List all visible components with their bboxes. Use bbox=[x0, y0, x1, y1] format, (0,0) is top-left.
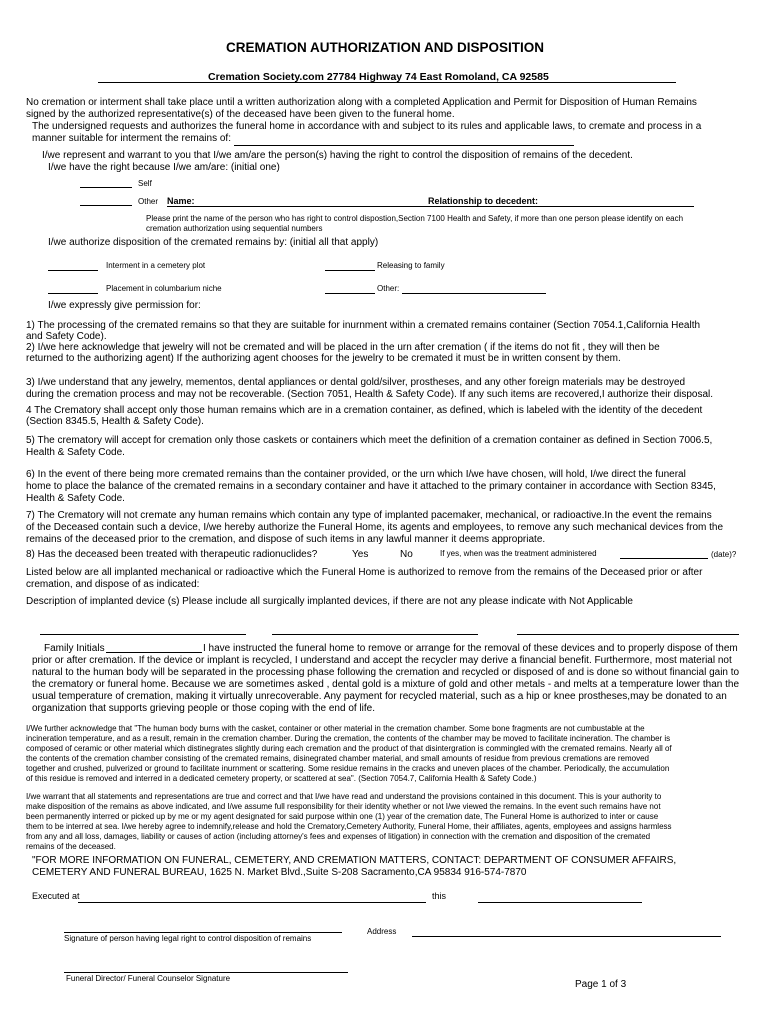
executed-label: Executed at bbox=[32, 891, 80, 901]
item-7c: remains of the deceased prior to the cremation, and dispose of such items in any lawful manner it deems appropriate. bbox=[26, 534, 546, 545]
ack-line: together and crushed, pulverized or ground to facilitate inurnment or scattering. Some residue remains in the cracks and uneven places of the chamber. Periodically, the accumulation bbox=[26, 764, 670, 773]
family-text-4: the crematory or funeral home. Because we are sometimes asked , dental gold is a mixture of gold and other metals - and melts at a temperature lower than the bbox=[32, 679, 740, 690]
item-7a: 7) The Crematory will not cremate any human remains which contain any type of implanted pacemaker, mechanical, or radioactive.In the event the remains bbox=[26, 510, 712, 521]
authorize-text: I/we authorize disposition of the cremated remains by: (initial all that apply) bbox=[48, 237, 379, 248]
columbarium-label: Placement in columbarium niche bbox=[106, 284, 222, 293]
columbarium-initial-field[interactable] bbox=[48, 293, 98, 294]
warranty-line: remains of the deceased. bbox=[26, 842, 116, 851]
right-text: I/we have the right because I/we am/are: (initial one) bbox=[48, 162, 280, 173]
name-label: Name: bbox=[167, 196, 195, 206]
date-label: (date)? bbox=[711, 550, 737, 559]
ack-line: composed of ceramic or other material which distinegrates slightly during each cremation and the product of that disintergration is commingled with the cremated remains. Nearly all of bbox=[26, 744, 672, 753]
legal-signature-label: Signature of person having legal right to control disposition of remains bbox=[64, 934, 312, 943]
item-2b: returned to the authorizing agent) If the authorizing agent chooses for the jewelry to be cremated it must be in written consent by them. bbox=[26, 353, 621, 364]
info-text-1: "FOR MORE INFORMATION ON FUNERAL, CEMETERY, AND CREMATION MATTERS, CONTACT: DEPARTMENT OF CONSUMER AFFAIRS, bbox=[32, 855, 677, 866]
interment-label: Interment in a cemetery plot bbox=[106, 261, 206, 270]
item-6c: Health & Safety Code. bbox=[26, 493, 125, 504]
item-5b: Health & Safety Code. bbox=[26, 447, 125, 458]
item-4b: (Section 8345.5, Health & Safety Code). bbox=[26, 416, 204, 427]
this-label: this bbox=[432, 891, 447, 901]
family-initial-field[interactable] bbox=[325, 270, 375, 271]
intro-text-3: The undersigned requests and authorizes the funeral home in accordance with and subject to its rules and applicable laws, to cremate and process in a bbox=[32, 121, 702, 132]
family-text-3: natural to the human body will be separated in the processing phase following the cremation and recycled or disposed of and is done so without financial gain to bbox=[32, 667, 740, 678]
warranty-line: make disposition of the remains as above indicated, and I/we assume full responsibility for their identity whether or not I/we viewed the remains. In the event such remains have not bbox=[26, 802, 661, 811]
family-label: Releasing to family bbox=[377, 261, 445, 270]
director-signature-field[interactable] bbox=[64, 972, 348, 973]
this-date-field[interactable] bbox=[478, 902, 642, 903]
relationship-label: Relationship to decedent: bbox=[428, 196, 539, 206]
device-field-1[interactable] bbox=[40, 634, 246, 635]
ack-line: I/We further acknowledge that "The human body burns with the casket, container or other material in the cremation chamber. Some bone fragments are not cumbustable at the bbox=[26, 724, 645, 733]
society-address: Cremation Society.com 27784 Highway 74 East Romoland, CA 92585 bbox=[208, 71, 549, 83]
item-1a: 1) The processing of the cremated remains so that they are suitable for inurnment within a cremated remains container (Section 7054.1,California Health bbox=[26, 320, 701, 331]
warranty-line: I/we warrant that all statements and representations are true and correct and that I/we have read and understand the provisions contained in this document. This is your authority to bbox=[26, 792, 662, 801]
print-note-1: Please print the name of the person who has right to control dispostion,Section 7100 Health and Safety, if more than one person please identify on each bbox=[146, 214, 684, 223]
family-initials-field[interactable] bbox=[106, 652, 202, 653]
warranty-line: them to be interred at sea. I/we hereby agree to indemnify,release and hold the Crematory,Cemetery Authority, Funeral Home, their affiliates, agents, employees and assigns harmless bbox=[26, 822, 672, 831]
listed-text-1: Listed below are all implanted mechanical or radioactive which the Funeral Home is authorized to remove from the remains of the Deceased prior or after bbox=[26, 567, 703, 578]
item-6a: 6) In the event of there being more cremated remains than the container provided, or the urn which I/we have chosen, will hold, I/we direct the funeral bbox=[26, 469, 686, 480]
other-label: Other bbox=[138, 197, 159, 206]
executed-at-field[interactable] bbox=[78, 902, 426, 903]
interment-initial-field[interactable] bbox=[48, 270, 98, 271]
address-field[interactable] bbox=[412, 936, 721, 937]
self-initial-field[interactable] bbox=[80, 187, 132, 188]
listed-text-2: cremation, and dispose of as indicated: bbox=[26, 579, 200, 590]
family-text-1: I have instructed the funeral home to remove or arrange for the removal of these devices and to properly dispose of them bbox=[203, 643, 738, 654]
ack-line: of this residue is removed and interred in a dedicated cemetery property, or scattered at sea". (Section 7054.7, California Health & Safety Code.) bbox=[26, 774, 537, 783]
other-option-initial-field[interactable] bbox=[325, 293, 375, 294]
item-3b: during the cremation process and may not be recoverable. (Section 7051, Health & Safety Code). If any such items are recovered,I authorize their disposal. bbox=[26, 389, 714, 400]
item-2a: 2) I/we here acknowledge that jewelry will not be cremated and will be placed in the urn after cremation ( if the items do not fit , they will then be bbox=[26, 342, 660, 353]
if-yes-label: If yes, when was the treatment administered bbox=[440, 549, 597, 558]
item-5a: 5) The crematory will accept for cremation only those caskets or containers which meet the definition of a cremation container as defined in Section 7006.5, bbox=[26, 435, 713, 446]
item-1b: and Safety Code). bbox=[26, 331, 107, 342]
device-field-3[interactable] bbox=[517, 634, 739, 635]
ack-line: incineration temperature, and as a result, remain in the cremation chamber. During the cremation, the contents of the chamber may be moved to facilitate incineration. The chamber is bbox=[26, 734, 671, 743]
treatment-date-field[interactable] bbox=[620, 558, 708, 559]
print-note-2: cremation authorization using sequential numbers bbox=[146, 224, 323, 233]
page-number: Page 1 of 3 bbox=[575, 979, 627, 990]
family-text-6: organization that supports grieving people or those coping with the end of life. bbox=[32, 703, 375, 714]
page-title: CREMATION AUTHORIZATION AND DISPOSITION bbox=[226, 40, 544, 55]
yes-option[interactable]: Yes bbox=[352, 549, 369, 560]
no-option[interactable]: No bbox=[400, 549, 413, 560]
address-label: Address bbox=[367, 927, 397, 936]
permission-text: I/we expressly give permission for: bbox=[48, 300, 201, 311]
item-7b: of the Deceased contain such a device, I/we hereby authorize the Funeral Home, its agents and employees, to remove any such mechanical devices from the bbox=[26, 522, 724, 533]
item-3a: 3) I/we understand that any jewelry, mementos, dental appliances or dental gold/silver, prostheses, and any other foreign materials may be destroyed bbox=[26, 377, 686, 388]
ack-line: the contents of the cremation chamber consisting of the cremated remains, disinegrated chamber material, and small amounts of residue from previous cremations are removed bbox=[26, 754, 649, 763]
remains-of-field[interactable] bbox=[234, 145, 574, 146]
other-initial-field[interactable] bbox=[80, 205, 132, 206]
warranty-line: been permanently interred or picked up by me or my agent designated for said purpose within one (1) year of the cremation date, The Funeral Home is authorized to inter or cause bbox=[26, 812, 659, 821]
family-text-5: usual temperature of cremation, making it virtually unrecoverable. Any payment for recycled material, such as a hip or knee prostheses,may be donated to an bbox=[32, 691, 727, 702]
name-field[interactable] bbox=[167, 206, 694, 207]
intro-text-2: signed by the authorized representative(s) of the deceased have been given to the funeral home. bbox=[26, 109, 455, 120]
item-8: 8) Has the deceased been treated with therapeutic radionuclides? bbox=[26, 549, 318, 560]
other-option-field[interactable] bbox=[402, 293, 546, 294]
info-text-2: CEMETERY AND FUNERAL BUREAU, 1625 N. Market Blvd.,Suite S-208 Sacramento,CA 95834 916-574-7870 bbox=[32, 867, 527, 878]
warrant-text: I/we represent and warrant to you that I/we am/are the person(s) having the right to control the disposition of remains of the decedent. bbox=[42, 150, 633, 161]
other-option-label: Other: bbox=[377, 284, 400, 293]
intro-text-1: No cremation or interment shall take place until a written authorization along with a completed Application and Permit for Disposition of Human Remains bbox=[26, 97, 697, 108]
warranty-line: from any and all loss, damages, liability or causes of action (including attorney's fees and expenses of litigation) in connection with the cremation and disposition of the cremated bbox=[26, 832, 651, 841]
family-initials-label: Family Initials bbox=[44, 643, 105, 654]
item-4a: 4 The Crematory shall accept only those human remains which are in a cremation container, as defined, which is labeled with the identity of the decedent bbox=[26, 405, 703, 416]
item-6b: home to place the balance of the cremated remains in a secondary container and have it attached to the primary container in accordance with Section 8345, bbox=[26, 481, 716, 492]
legal-signature-field[interactable] bbox=[64, 932, 342, 933]
family-text-2: prior or after cremation. If the device or implant is recycled, I understand and accept the recycler may derive a financial benefit. Furthermore, most material not bbox=[32, 655, 732, 666]
director-signature-label: Funeral Director/ Funeral Counselor Signature bbox=[66, 974, 231, 983]
description-text: Description of implanted device (s) Please include all surgically implanted devices, if there are not any please indicate with Not Applicable bbox=[26, 596, 633, 607]
device-field-2[interactable] bbox=[272, 634, 478, 635]
self-label: Self bbox=[138, 179, 152, 188]
intro-text-4: manner suitable for interment the remains of: bbox=[32, 133, 231, 144]
